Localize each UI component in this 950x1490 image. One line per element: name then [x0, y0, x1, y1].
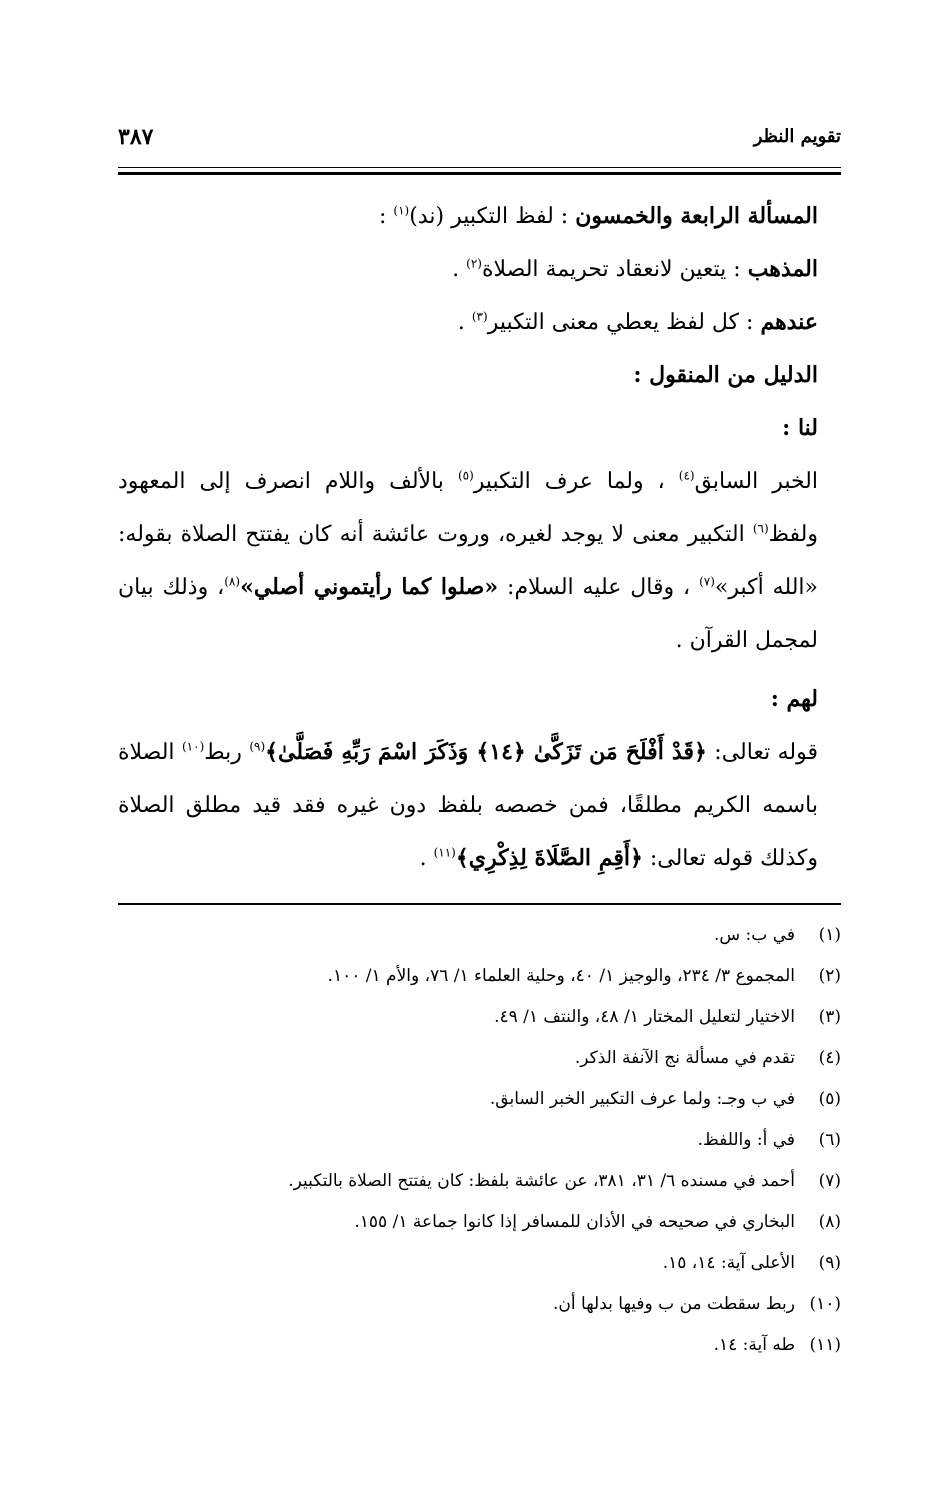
footnote-text: المجموع ٣/ ٢٣٤، والوجيز ١/ ٤٠، وحلية العلماء ١/ ٧٦، والأم ١/ ١٠٠.	[327, 966, 795, 986]
evidence-heading	[118, 349, 818, 402]
footnote	[118, 1243, 841, 1284]
footnote-number: (٩)	[818, 1253, 841, 1273]
running-header	[118, 122, 841, 162]
footnote-number: (٤)	[818, 1048, 841, 1068]
madhhab-text: : يتعين لانعقاد تحريمة الصلاة	[481, 257, 741, 282]
main-text	[118, 190, 818, 885]
footnote-number: (١)	[818, 925, 841, 945]
footnote	[118, 1202, 841, 1243]
footnote	[118, 1079, 841, 1120]
footnote-ref-10: (١٠)	[181, 739, 205, 754]
issue-end: :	[379, 204, 394, 229]
running-title: تقويم النظر	[753, 126, 841, 147]
footnote-text: في ب: س.	[714, 925, 795, 945]
lana-title: لنا :	[782, 415, 818, 441]
footnote-ref-4: (٤)	[678, 468, 695, 483]
footnote-number: (٣)	[818, 1007, 841, 1027]
footnote	[118, 1284, 841, 1325]
p1-text-d: التكبير معنى لا يوجد لغيره، وروت عائشة أنه كان يفتتح الصلاة بقوله: «الله أكبر»	[118, 522, 819, 600]
footnote	[118, 1325, 841, 1366]
footnote-text: ربط سقطت من ب وفيها بدلها أن.	[553, 1294, 795, 1314]
p2-text-a: قوله تعالى:	[706, 740, 819, 765]
indahum-text: : كل لفظ يعطي معنى التكبير	[487, 310, 754, 335]
madhhab-end: .	[452, 257, 467, 282]
p2-text-c: الصلاة باسمه الكريم مطلقًا، فمن خصصه بلفظ دون غيره فقد قيد مطلق الصلاة وكذلك قوله تعالى:	[118, 740, 818, 871]
paragraph-lana	[118, 455, 818, 667]
footnote-text: الاختيار لتعليل المختار ١/ ٤٨، والنتف ١/ ٤٩.	[494, 1007, 795, 1027]
footnote-text: أحمد في مسنده ٦/ ٣١، ٣٨١، عن عائشة بلفظ: كان يفتتح الصلاة بالتكبير.	[288, 1171, 795, 1191]
page-number: ٣٨٧	[118, 124, 154, 150]
footnote-number: (١١)	[809, 1335, 841, 1355]
footnote-ref-2: (٢)	[466, 256, 482, 271]
p1-text-c: بالألف واللام انصرف إلى المعهود ولفظ	[118, 469, 818, 547]
footnote-ref-7: (٧)	[699, 574, 715, 589]
footnote-ref-3: (٣)	[471, 309, 488, 324]
hadith-quote: «صلوا كما رأيتموني أصلي»	[240, 574, 499, 600]
footnote	[118, 1038, 841, 1079]
lahum-title: لهم :	[770, 686, 818, 712]
evidence-title: الدليل من المنقول :	[633, 362, 818, 388]
footnote-number: (١٠)	[809, 1294, 841, 1314]
footnote	[118, 915, 841, 956]
footnote-ref-6: (٦)	[752, 521, 769, 536]
header-rule-bottom	[118, 172, 841, 175]
p1-text-b: ، ولما عرف التكبير	[473, 469, 679, 494]
footnote-text: البخاري في صحيحه في الأذان للمسافر إذا كانوا جماعة ١/ ١٥٥.	[354, 1212, 795, 1232]
footnote-ref-11: (١١)	[433, 845, 456, 860]
lana-heading	[118, 402, 818, 455]
footnote-ref-8: (٨)	[224, 574, 241, 589]
footnotes	[118, 915, 841, 1366]
footnote-number: (٥)	[818, 1089, 841, 1109]
issue-heading	[118, 190, 818, 243]
issue-title: المسألة الرابعة والخمسون	[575, 203, 818, 229]
footnote-ref-5: (٥)	[457, 468, 474, 483]
paragraph-lahum	[118, 726, 818, 885]
indahum-line	[118, 296, 818, 349]
footnote-text: تقدم في مسألة نج الآنفة الذكر.	[574, 1048, 795, 1068]
footnote-number: (٢)	[818, 966, 841, 986]
footnote	[118, 1161, 841, 1202]
indahum-label: عندهم	[760, 309, 818, 335]
footnote	[118, 956, 841, 997]
footnote-text: في ب وجـ: ولما عرف التكبير الخبر السابق.	[489, 1089, 795, 1109]
p1-text-a: الخبر السابق	[694, 469, 818, 494]
p1-text-f: ، وذلك بيان لمجمل القرآن .	[118, 575, 818, 653]
footnote-text: طه آية: ١٤.	[713, 1335, 795, 1355]
p2-text-b: ربط	[204, 740, 250, 765]
footnote-separator	[118, 903, 841, 905]
madhhab-label: المذهب	[747, 256, 818, 282]
p2-text-d: .	[419, 846, 434, 871]
footnote	[118, 997, 841, 1038]
footnote-number: (٦)	[818, 1130, 841, 1150]
footnote	[118, 1120, 841, 1161]
footnote-ref-1: (١)	[393, 203, 410, 218]
lahum-heading	[118, 673, 818, 726]
footnote-number: (٨)	[818, 1212, 841, 1232]
p1-text-e: ، وقال عليه السلام:	[498, 575, 700, 600]
footnote-text: في أ: واللفظ.	[697, 1130, 795, 1150]
indahum-end: .	[457, 310, 472, 335]
issue-text: : لفظ التكبير (ند)	[409, 204, 569, 229]
footnote-ref-9: (٩)	[249, 739, 266, 754]
footnote-text: الأعلى آية: ١٤، ١٥.	[662, 1253, 795, 1273]
header-rule-top	[118, 167, 841, 168]
madhhab-line	[118, 243, 818, 296]
footnote-number: (٧)	[818, 1171, 841, 1191]
quran-verse-2: ﴿أَقِمِ الصَّلَاةَ لِذِكْرِي﴾	[455, 845, 643, 871]
quran-verse-1: ﴿قَدْ أَفْلَحَ مَن تَزَكَّىٰ ﴿١٤﴾ وَذَكَرَ اسْمَ رَبِّهِ فَصَلَّىٰ﴾	[265, 739, 707, 765]
